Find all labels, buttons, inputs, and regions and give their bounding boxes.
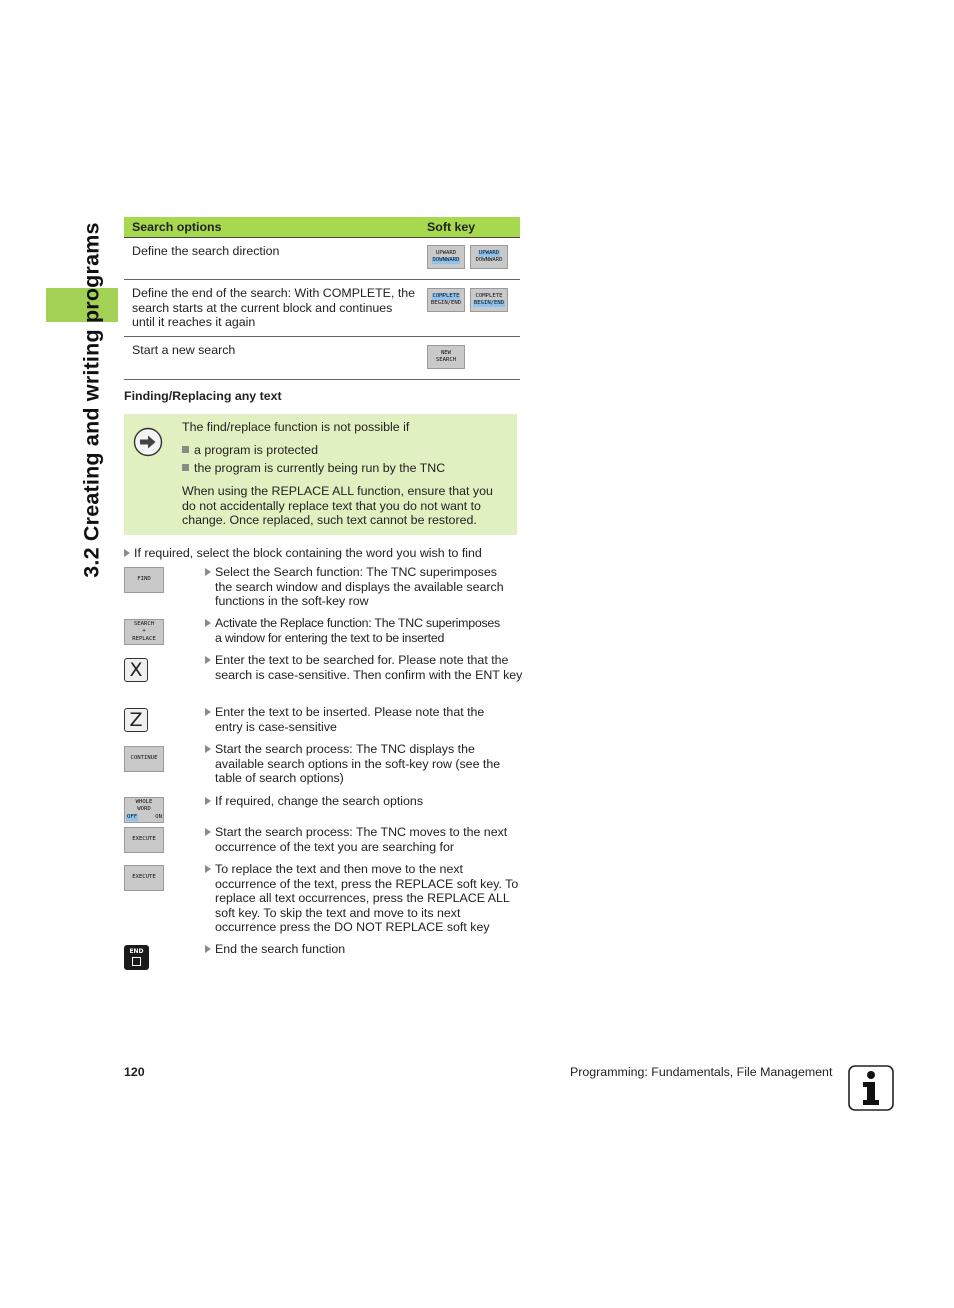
softkey-complete-beginend-2[interactable]: COMPLETE BEGIN/END [470,288,508,312]
softkey-continue[interactable]: CONTINUE [124,746,164,772]
table-header [124,217,520,238]
step-execute-replace: To replace the text and then move to the next occurrence of the text, press the REPLACE soft key. To replace all text occurrences, press the REPLACE ALL soft key. To skip the text and move to its next occurrence press the DO NOT REPLACE soft key [205,862,523,935]
softkey-complete-beginend-1[interactable]: COMPLETE BEGIN/END [427,288,465,312]
section-subheading: Finding/Replacing any text [124,389,282,403]
triangle-bullet-icon [205,708,211,716]
step-whole-word: If required, change the search options [205,794,523,809]
triangle-bullet-icon [205,568,211,576]
step-execute-search: Start the search process: The TNC moves to the next occurrence of the text you are searching for [205,825,523,854]
x-key[interactable]: X [124,658,148,682]
end-key[interactable]: END [124,945,149,970]
note-bullet: a program is protected [182,443,512,458]
step-find: Select the Search function: The TNC superimposes the search window and displays the available search functions in the soft-key row [205,565,523,609]
triangle-bullet-icon [205,865,211,873]
page-number: 120 [124,1065,145,1079]
z-key[interactable]: Z [124,708,148,732]
triangle-bullet-icon [205,656,211,664]
softkey-search-replace[interactable]: SEARCH + REPLACE [124,619,164,645]
step-replace: Activate the Replace function: The TNC superimposes a window for entering the text to be inserted [205,616,523,645]
softkey-whole-word[interactable]: WHOLE WORD OFF ON [124,797,164,823]
triangle-bullet-icon [205,945,211,953]
header-soft-key: Soft key [427,220,476,234]
note-warning: When using the REPLACE ALL function, ensure that you do not accidentally replace text that you do not want to change. Once replaced, such text cannot be restored. [182,484,493,528]
note-intro: The find/replace function is not possible if [182,420,410,434]
step-continue: Start the search process: The TNC displays the available search options in the soft-key row (see the table of search options) [205,742,523,786]
step-end: End the search function [205,942,523,957]
note-box [124,414,517,535]
softkey-find[interactable]: FIND [124,567,164,593]
table-row [124,337,520,380]
triangle-bullet-icon [124,549,130,557]
softkey-upward-downward-2[interactable]: UPWARD DOWNWARD [470,245,508,269]
header-search-options: Search options [132,220,222,234]
triangle-bullet-icon [205,619,211,627]
softkey-upward-downward-1[interactable]: UPWARD DOWNWARD [427,245,465,269]
triangle-bullet-icon [205,797,211,805]
softkey-new-search[interactable]: NEW SEARCH [427,345,465,369]
step-select-block: If required, select the block containing the word you wish to find [124,546,524,561]
arrow-right-circle-icon [133,427,163,457]
triangle-bullet-icon [205,828,211,836]
square-icon [132,957,141,966]
step-enter-search: Enter the text to be searched for. Please note that the search is case-sensitive. Then confirm with the ENT key [205,653,523,682]
softkey-execute[interactable]: EXECUTE [124,827,164,853]
table-row [124,280,520,337]
row-option-text: Start a new search [132,343,236,357]
step-enter-insert: Enter the text to be inserted. Please note that the entry is case-sensitive [205,705,523,734]
table-row [124,238,520,280]
info-icon [848,1065,894,1111]
softkey-execute[interactable]: EXECUTE [124,865,164,891]
row-option-text: Define the end of the search: With COMPLETE, the search starts at the current block and continues until it reaches it again [132,286,416,330]
bullet-square-icon [182,446,189,453]
search-options-table [124,217,520,380]
triangle-bullet-icon [205,745,211,753]
row-option-text: Define the search direction [132,244,280,258]
footer-title: Programming: Fundamentals, File Management [570,1065,833,1079]
bullet-square-icon [182,464,189,471]
note-bullet: the program is currently being run by the TNC [182,461,512,476]
